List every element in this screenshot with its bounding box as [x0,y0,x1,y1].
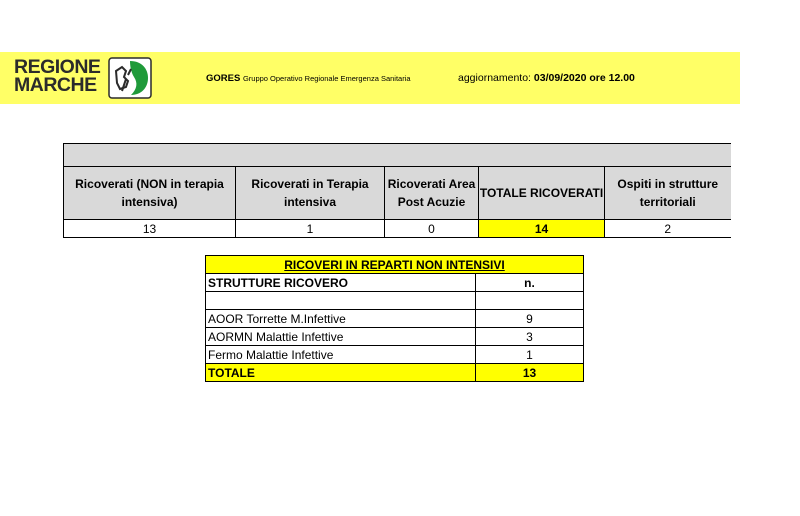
wards-header-row [206,274,584,292]
ward-name: Fermo Malattie Infettive [206,346,476,364]
ward-count: 1 [476,346,584,364]
region-emblem-icon [108,57,152,99]
summary-table [63,143,731,238]
header-intensive: Ricoverati in Terapia intensiva [236,167,385,220]
table-row [206,310,584,328]
value-post-acute: 0 [385,220,479,238]
header-total: TOTALE RICOVERATI [479,167,605,220]
wards-title-row [206,256,584,274]
logo-line-1: REGIONE [14,56,101,78]
ward-name: AOOR Torrette M.Infettive [206,310,476,328]
col-count: n. [476,274,584,292]
ward-count: 9 [476,310,584,328]
total-label: TOTALE [206,364,476,382]
summary-values-row [64,220,731,238]
update-value: 03/09/2020 ore 12.00 [533,72,635,84]
header-non-intensive: Ricoverati (NON in terapia intensiva) [64,167,236,220]
region-logo-text [14,58,106,94]
header-post-acute: Ricoverati Area Post Acuzie [385,167,479,220]
summary-top-bar [64,144,731,167]
gores-label [206,73,411,84]
wards-title: RICOVERI IN REPARTI NON INTENSIVI [206,256,584,274]
update-label: aggiornamento: [458,72,531,84]
logo-line-2: MARCHE [14,74,97,96]
value-total: 14 [479,220,605,238]
value-intensive: 1 [236,220,385,238]
header-banner [0,52,740,104]
col-structures: STRUTTURE RICOVERO [206,274,476,292]
table-row [206,328,584,346]
summary-header-row [64,167,731,220]
table-row [206,346,584,364]
wards-empty-row [206,292,584,310]
ward-count: 3 [476,328,584,346]
wards-table [205,255,584,382]
ward-name: AORMN Malattie Infettive [206,328,476,346]
value-non-intensive: 13 [64,220,236,238]
gores-acronym: GORES [206,73,241,84]
header-territorial: Ospiti in strutture territoriali [605,167,731,220]
update-info [458,72,635,84]
total-value: 13 [476,364,584,382]
wards-total-row [206,364,584,382]
value-territorial: 2 [605,220,731,238]
gores-full-name: Gruppo Operativo Regionale Emergenza Sanitaria [242,74,411,83]
